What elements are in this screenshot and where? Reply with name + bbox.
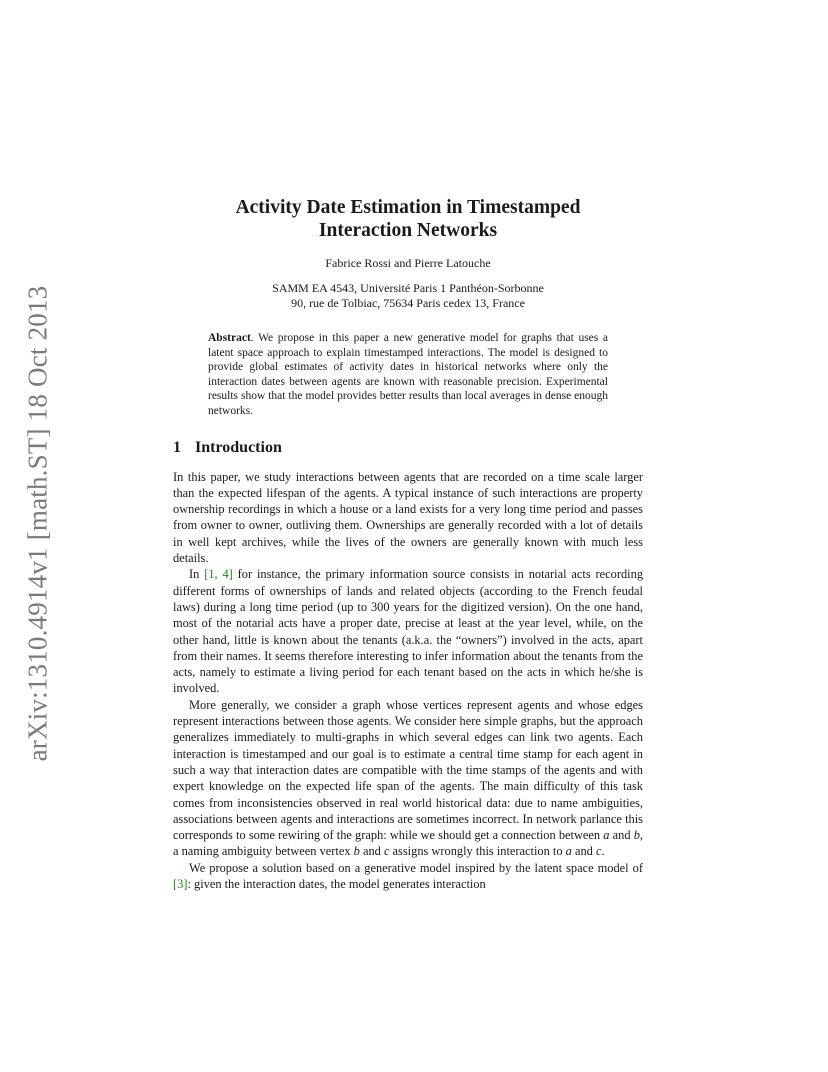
citation-link-1-4[interactable]: [1, 4] — [204, 567, 233, 582]
paper-title — [173, 196, 643, 242]
citation-link-3[interactable]: [3] — [173, 876, 188, 891]
paragraph-2 — [173, 566, 643, 696]
affiliation-line-1: SAMM EA 4543, Université Paris 1 Panthéon-Sorbonne — [272, 281, 544, 295]
paragraph-4 — [173, 860, 643, 893]
p4-rest: : given the interaction dates, the model generates interaction — [187, 876, 486, 891]
abstract — [208, 331, 608, 419]
p3-and-2: and — [359, 844, 384, 859]
p3-and-1: and — [609, 828, 634, 843]
affiliation-line-2: 90, rue de Tolbiac, 75634 Paris cedex 13, France — [291, 296, 525, 310]
p3-and-3: and — [571, 844, 596, 859]
paragraph-1: In this paper, we study interactions between agents that are recorded on a time scale larger than the expected lifespan of the agents. A typical instance of such interactions are property ownership recordings in which a house or a land exists for a very long time period and passes from owner to owner, outliving them. Ownerships are generally recorded with a lot of details in well kept archives, while the lives of the owners are generally known with much less details. — [173, 469, 643, 566]
var-b-2: b — [353, 844, 360, 859]
p4-start: We propose a solution based on a generative model inspired by the latent space model of — [189, 860, 643, 875]
affiliation — [173, 281, 643, 311]
var-b: b — [633, 828, 640, 843]
p2-rest: for instance, the primary information source consists in notarial acts recording different forms of ownerships of lands and related objects (according to the French feudal laws) during a long time period (up to 300 years for the digitized version). On the one hand, most of the notarial acts have a proper date, precise at least at the year level, while, on the other hand, little is known about the tenants (a.k.a. the “owners”) involved in the acts, apart from their names. It seems therefore interesting to infer information about the tenants from the acts, namely to estimate a living period for each tenant based on the acts in which he/she is involved. — [173, 567, 644, 696]
p3-mid3: assigns wrongly this interaction to — [389, 844, 566, 859]
abstract-label: Abstract — [208, 332, 251, 344]
arxiv-identifier: arXiv:1310.4914v1 [math.ST] 18 Oct 2013 — [22, 285, 53, 761]
p3-end: . — [601, 844, 605, 859]
abstract-text: . We propose in this paper a new generative model for graphs that uses a latent space approach to explain timestamped interactions. The model is designed to provide global estimates of activity dates in historical networks where only the interaction dates between agents are known with reasonable precision. Experimental results show that the model provides better results than local averages in dense enough networks. — [208, 332, 608, 417]
section-heading — [173, 439, 643, 457]
arxiv-sidebar-stamp — [14, 283, 62, 763]
p3-mid: , a naming ambiguity between vertex — [173, 828, 644, 859]
paper-page — [173, 196, 643, 892]
var-a-2: a — [565, 844, 572, 859]
p3-main: More generally, we consider a graph whose vertices represent agents and whose edges represent interactions between those agents. We consider here simple graphs, but the approach generalizes immediately to multi-graphs in which several edges can link two agents. Each interaction is timestamped and our goal is to estimate a central time stamp for each agent in such a way that interaction dates are compatible with the time stamps of the agents and with expert knowledge on the expected life span of the agents. The main difficulty of this task comes from inconsistencies observed in real world historical data: due to name ambiguities, associations between agents and interactions are sometimes incorrect. In network parlance this corresponds to some rewiring of the graph: while we should get a connection between — [173, 697, 643, 843]
title-line-1: Activity Date Estimation in Timestamped — [235, 197, 581, 218]
paragraph-3 — [173, 697, 643, 860]
var-c: c — [383, 844, 390, 859]
section-title: Introduction — [195, 438, 282, 456]
var-c-2: c — [595, 844, 602, 859]
authors: Fabrice Rossi and Pierre Latouche — [325, 256, 491, 270]
section-number: 1 — [173, 438, 181, 456]
title-line-2: Interaction Networks — [318, 220, 498, 241]
var-a: a — [603, 828, 610, 843]
p2-start: In — [189, 567, 205, 582]
